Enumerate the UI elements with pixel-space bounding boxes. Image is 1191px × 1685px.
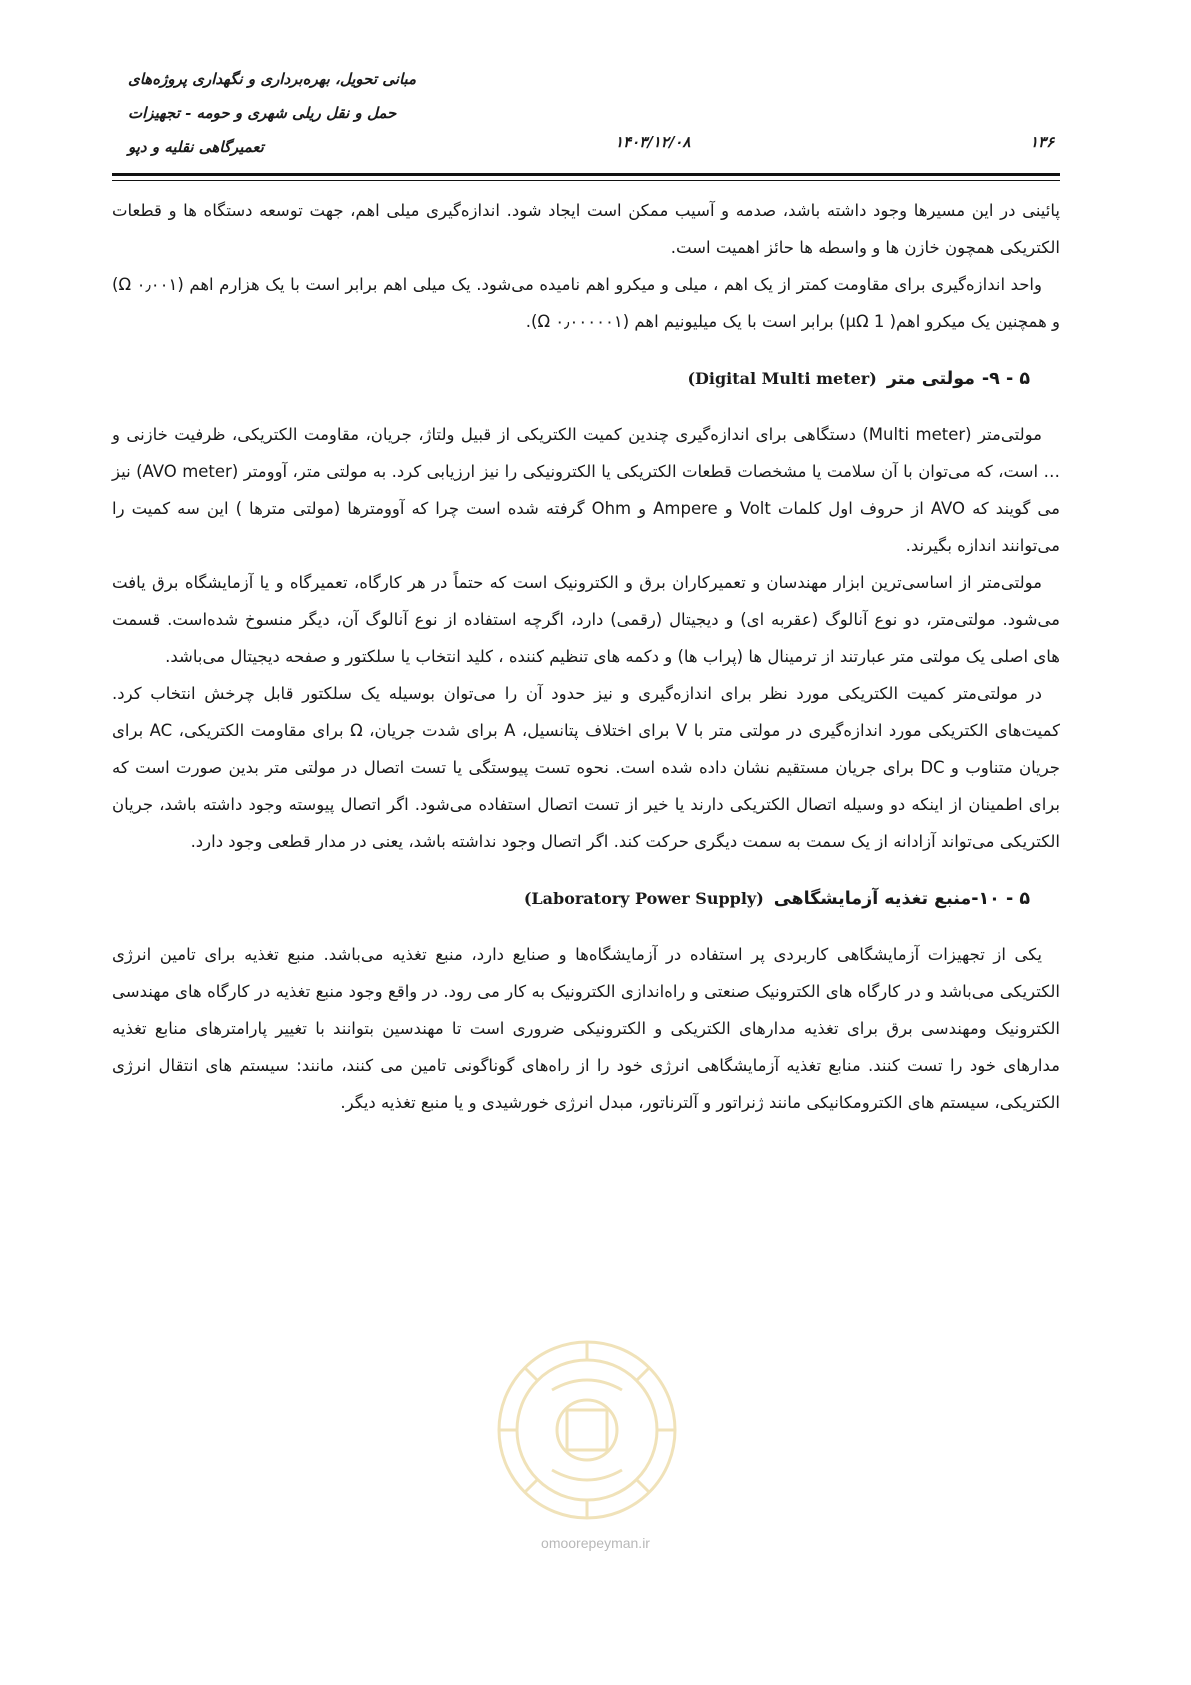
section-title-english: (Digital Multi meter) — [687, 369, 877, 388]
header-date: ۱۴۰۳/۱۲/۰۸ — [615, 133, 691, 151]
page-number: ۱۳۶ — [1030, 133, 1055, 151]
section-number: ۵ - ۹- — [981, 369, 1030, 389]
section-title: منبع تغذیه آزمایشگاهی — [773, 889, 972, 909]
header-title-line-2: حمل و نقل ریلی شهری و حومه - تجهیزات — [128, 104, 397, 122]
body-paragraph: مولتی‌متر از اساسی‌ترین ابزار مهندسان و تعمیرکاران برق و الکترونیک است که حتماً در هر کارگاه، تعمیرگاه و یا آزمایشگاه برق یافت می‌شود. مولتی‌متر، دو نوع آنالوگ (عقربه ای) و دیجیتال (رقمی) دارد، اگرچه استفاده از نوع آنالوگ آن، دیگر منسوخ شده‌است. قسمت های اصلی یک مولتی متر عبارتند از ترمینال ها (پراب ها) و دکمه های تنظیم کننده ، کلید انتخاب یا سلکتور و صفحه دیجیتال می‌باشد. — [112, 573, 1060, 666]
header-divider-thin — [112, 180, 1060, 181]
header-title-line-3: تعمیرگاهی نقلیه و دپو — [128, 138, 264, 156]
section-heading-multimeter — [112, 364, 1060, 394]
section-number: ۵ - ۱۰- — [971, 889, 1030, 909]
header-title-line-1: مبانی تحویل، بهره‌برداری و نگهداری پروژه‌های — [128, 70, 417, 88]
watermark-seal-icon — [492, 1330, 682, 1530]
section-title: مولتی متر — [886, 369, 975, 389]
header-title-block — [128, 62, 498, 164]
section-title-english: (Laboratory Power Supply) — [523, 889, 764, 908]
body-paragraph: مولتی‌متر (Multi meter) دستگاهی برای اندازه‌گیری چندین کمیت الکتریکی از قبیل ولتاژ، جریان، مقاومت الکتریکی، ظرفیت خازنی و … است، که می‌توان با آن سلامت یا مشخصات قطعات الکتریکی یا الکترونیکی را نیز ارزیابی کرد. به مولتی متر، آوومتر (AVO meter) نیز می گویند که AVO از حروف اول کلمات Volt و Ampere و Ohm گرفته شده است چرا که آوومترها (مولتی مترها ) این سه کمیت را می‌توانند اندازه بگیرند. — [112, 425, 1061, 555]
page-content — [112, 192, 1060, 1121]
page-header — [0, 0, 1191, 185]
body-paragraph: پائینی در این مسیرها وجود داشته باشد، صدمه و آسیب ممکن است ایجاد شود. اندازه‌گیری میلی اهم، جهت توسعه دستگاه ها و قطعات الکتریکی همچون خازن ها و واسطه ها حائز اهمیت است. — [112, 201, 1060, 257]
body-paragraph: یکی از تجهیزات آزمایشگاهی کاربردی پر استفاده در آزمایشگاه‌ها و صنایع دارد، منبع تغذیه می‌باشد. منبع تغذیه برای تامین انرژی الکتریکی می‌باشد و در کارگاه های الکترونیک صنعتی و راه‌اندازی الکترونیک به کار می رود. در واقع وجود منبع تغذیه در کارگاه های مهندسی الکترونیک ومهندسی برق برای تغذیه مدارهای الکتریکی و الکترونیکی ضروری است تا مهندسین بتوانند با تغییر پارامترهای منابع تغذیه مدارهای خود را تست کنند. منابع تغذیه آزمایشگاهی انرژی خود را از راه‌های گوناگونی تامین می کنند، مانند: سیستم های انتقال انرژی الکتریکی، سیستم های الکترومکانیکی مانند ژنراتور و آلترناتور، مبدل انرژی خورشیدی و یا منبع تغذیه دیگر. — [112, 945, 1060, 1112]
body-paragraph: در مولتی‌متر کمیت الکتریکی مورد نظر برای اندازه‌گیری و نیز حدود آن را می‌توان بوسیله یک سلکتور قابل چرخش انتخاب کرد. کمیت‌های الکتریکی مورد اندازه‌گیری در مولتی متر با V برای اختلاف پتانسیل، A برای شدت جریان، Ω برای مقاومت الکتریکی، AC برای جریان متناوب و DC برای جریان مستقیم نشان داده شده است. نحوه تست پیوستگی یا تست اتصال در مولتی متر بدین صورت است که برای اطمینان از اینکه دو وسیله اتصال الکتریکی دارند یا خیر از تست اتصال استفاده می‌شود. اگر اتصال پیوسته وجود داشته باشد، جریان الکتریکی می‌تواند آزادانه از یک سمت به سمت دیگری حرکت کند. اگر اتصال وجود نداشته باشد، یعنی در مدار قطعی وجود دارد. — [112, 684, 1060, 851]
watermark-caption: omoorepeyman.ir — [541, 1535, 650, 1551]
header-divider-thick — [112, 173, 1060, 176]
body-paragraph: واحد اندازه‌گیری برای مقاومت کمتر از یک اهم ، میلی و میکرو اهم نامیده می‌شود. یک میلی اهم برابر است با یک هزارم اهم (Ω ۰٫۰۰۱) و همچنین یک میکرو اهم( µΩ 1) برابر است با یک میلیونیم اهم (Ω ۰٫۰۰۰۰۰۱). — [112, 275, 1060, 331]
section-heading-power-supply — [112, 884, 1060, 914]
